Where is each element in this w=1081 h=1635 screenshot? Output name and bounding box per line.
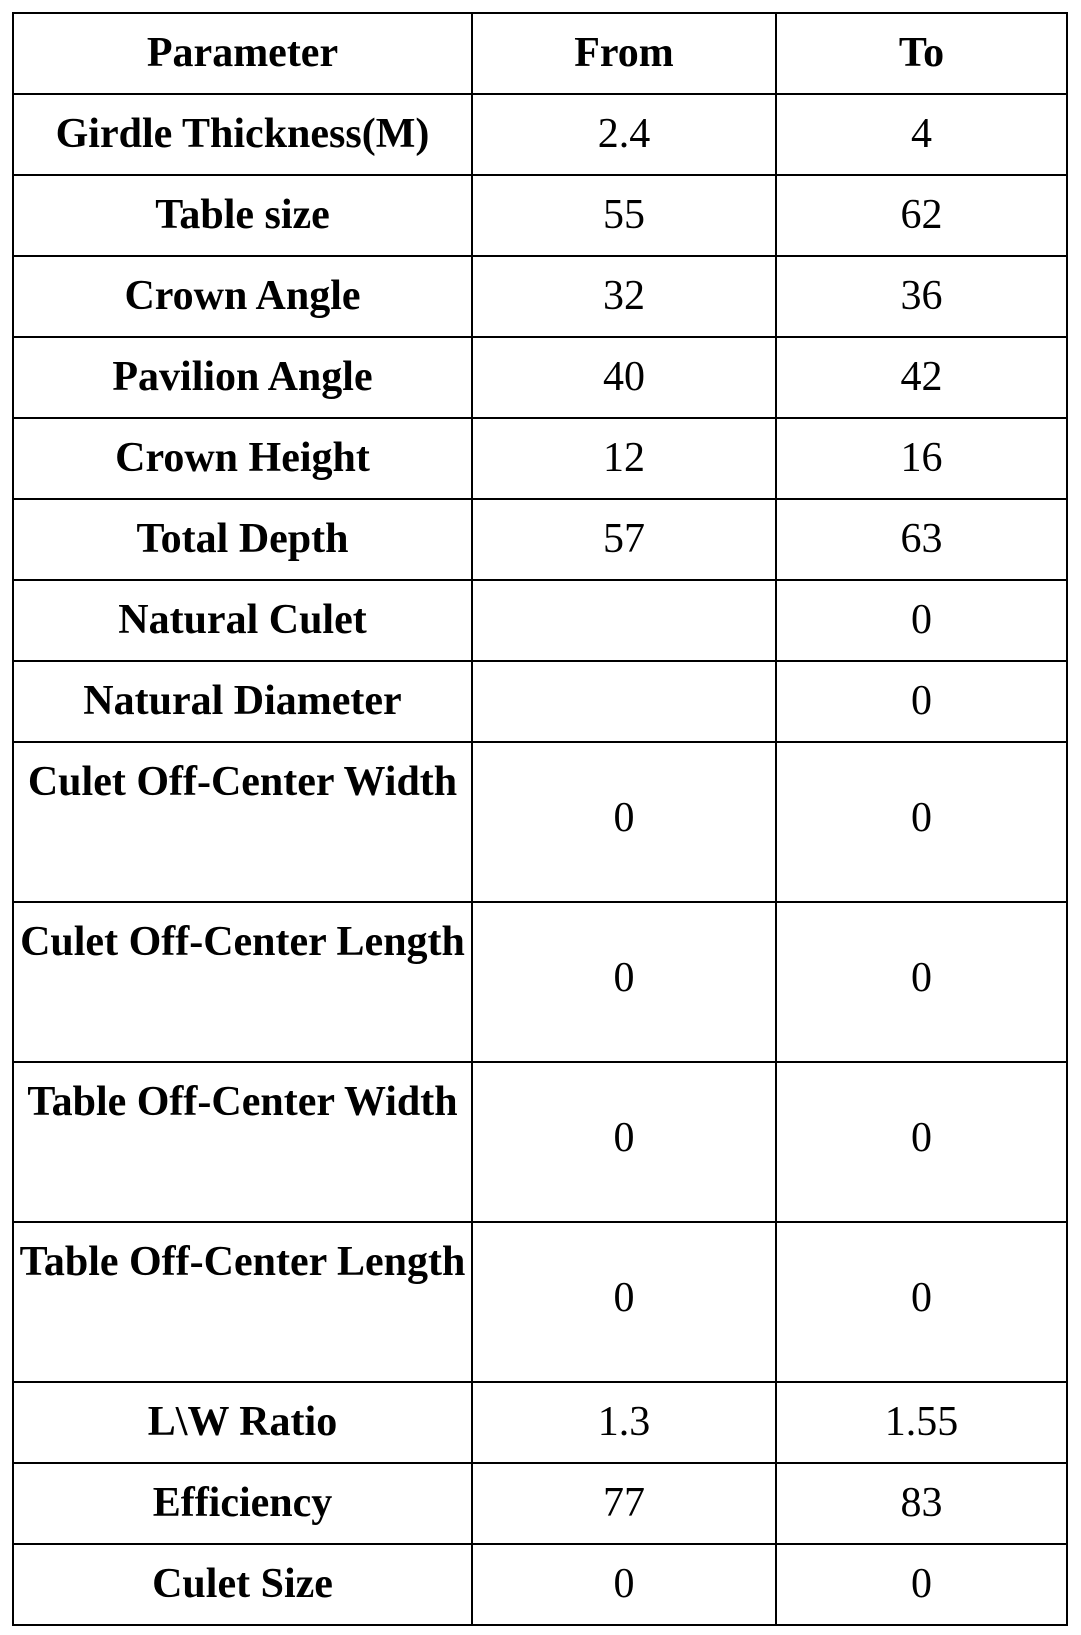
parameter-cell: Culet Off-Center Width	[13, 742, 472, 902]
to-cell: 0	[776, 1062, 1067, 1222]
to-cell: 0	[776, 1544, 1067, 1625]
parameter-cell: Natural Diameter	[13, 661, 472, 742]
to-cell: 0	[776, 1222, 1067, 1382]
table-row	[13, 418, 1067, 499]
parameter-cell: Pavilion Angle	[13, 337, 472, 418]
from-cell: 77	[472, 1463, 776, 1544]
to-cell: 0	[776, 580, 1067, 661]
parameter-cell: Culet Size	[13, 1544, 472, 1625]
table-row	[13, 1062, 1067, 1222]
from-cell: 57	[472, 499, 776, 580]
to-cell: 4	[776, 94, 1067, 175]
from-cell: 2.4	[472, 94, 776, 175]
from-cell: 0	[472, 742, 776, 902]
parameter-cell: Table size	[13, 175, 472, 256]
table-row	[13, 256, 1067, 337]
to-cell: 16	[776, 418, 1067, 499]
parameter-cell: Crown Height	[13, 418, 472, 499]
parameter-cell: Culet Off-Center Length	[13, 902, 472, 1062]
from-cell: 1.3	[472, 1382, 776, 1463]
to-cell: 1.55	[776, 1382, 1067, 1463]
to-cell: 62	[776, 175, 1067, 256]
from-cell	[472, 580, 776, 661]
from-cell: 32	[472, 256, 776, 337]
parameter-cell: Crown Angle	[13, 256, 472, 337]
table-row	[13, 580, 1067, 661]
to-cell: 0	[776, 742, 1067, 902]
to-cell: 42	[776, 337, 1067, 418]
header-row	[13, 13, 1067, 94]
parameter-cell: Total Depth	[13, 499, 472, 580]
to-cell: 0	[776, 902, 1067, 1062]
parameter-table	[12, 12, 1068, 1626]
to-cell: 36	[776, 256, 1067, 337]
to-cell: 63	[776, 499, 1067, 580]
to-cell: 83	[776, 1463, 1067, 1544]
table-row	[13, 175, 1067, 256]
parameter-cell: Efficiency	[13, 1463, 472, 1544]
parameter-cell: Table Off-Center Width	[13, 1062, 472, 1222]
from-cell	[472, 661, 776, 742]
header-parameter: Parameter	[13, 13, 472, 94]
parameter-cell: L\W Ratio	[13, 1382, 472, 1463]
table-row	[13, 742, 1067, 902]
from-cell: 55	[472, 175, 776, 256]
table-row	[13, 337, 1067, 418]
table-row	[13, 1544, 1067, 1625]
from-cell: 0	[472, 1544, 776, 1625]
from-cell: 0	[472, 1222, 776, 1382]
to-cell: 0	[776, 661, 1067, 742]
parameter-cell: Girdle Thickness(M)	[13, 94, 472, 175]
table-row	[13, 902, 1067, 1062]
header-from: From	[472, 13, 776, 94]
parameter-cell: Table Off-Center Length	[13, 1222, 472, 1382]
table-row	[13, 1382, 1067, 1463]
table-row	[13, 1222, 1067, 1382]
table-row	[13, 94, 1067, 175]
parameter-cell: Natural Culet	[13, 580, 472, 661]
from-cell: 0	[472, 1062, 776, 1222]
header-to: To	[776, 13, 1067, 94]
table-row	[13, 661, 1067, 742]
table-row	[13, 1463, 1067, 1544]
from-cell: 40	[472, 337, 776, 418]
from-cell: 0	[472, 902, 776, 1062]
table-row	[13, 499, 1067, 580]
from-cell: 12	[472, 418, 776, 499]
